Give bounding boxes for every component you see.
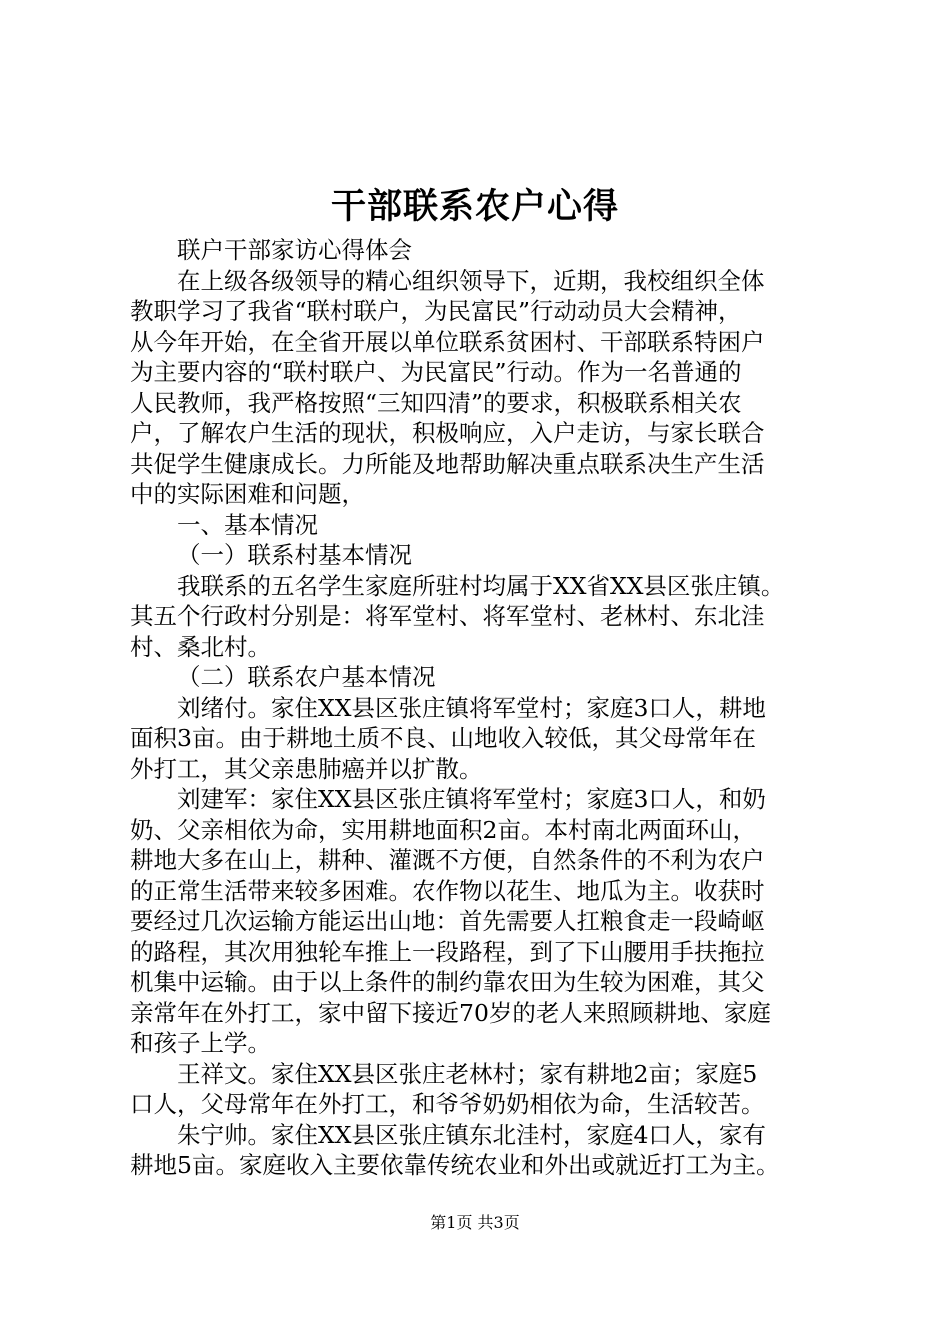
text-line: 亲常年在外打工，家中留下接近70岁的老人来照顾耕地、家庭 bbox=[130, 998, 771, 1027]
text-line: 共促学生健康成长。力所能及地帮助解决重点联系决生产生活 bbox=[130, 449, 765, 478]
text-line: 我联系的五名学生家庭所驻村均属于XX省XX县区张庄镇。 bbox=[177, 571, 785, 600]
text-line: 中的实际困难和问题， bbox=[130, 480, 365, 508]
text-line: 口人，父母常年在外打工，和爷爷奶奶相依为命，生活较苦。 bbox=[130, 1090, 765, 1118]
text-line: 为主要内容的“联村联户、为民富民”行动。作为一名普通的 bbox=[130, 358, 742, 386]
text-line: 刘建军：家住XX县区张庄镇将军堂村；家庭3口人，和奶 bbox=[177, 785, 766, 813]
document-title: 干部联系农户心得 bbox=[330, 186, 619, 227]
text-line: 耕地大多在山上，耕种、灌溉不方便，自然条件的不利为农户 bbox=[130, 846, 765, 874]
text-line: 面积3亩。由于耕地土质不良、山地收入较低，其父母常年在 bbox=[130, 724, 756, 752]
text-line: 其五个行政村分别是：将军堂村、将军堂村、老林村、东北洼 bbox=[130, 602, 765, 630]
text-line: 的正常生活带来较多困难。农作物以花生、地瓜为主。收获时 bbox=[130, 876, 765, 905]
text-line: 机集中运输。由于以上条件的制约靠农田为生较为困难，其父 bbox=[130, 968, 765, 996]
text-line: 教职学习了我省“联村联户，为民富民”行动动员大会精神， bbox=[130, 297, 742, 325]
text-line: 人民教师，我严格按照“三知四清”的要求，积极联系相关农 bbox=[130, 388, 742, 417]
page-footer: 第1页 共3页 bbox=[430, 1213, 520, 1232]
text-line: 刘绪付。家住XX县区张庄镇将军堂村；家庭3口人，耕地 bbox=[177, 693, 766, 722]
text-line: 一、基本情况 bbox=[177, 510, 318, 539]
text-line: 和孩子上学。 bbox=[130, 1029, 271, 1057]
text-line: 朱宁帅。家住XX县区张庄镇东北洼村，家庭4口人，家有 bbox=[177, 1120, 766, 1149]
text-line: 在上级各级领导的精心组织领导下，近期，我校组织全体 bbox=[177, 266, 765, 295]
text-line: （一）联系村基本情况 bbox=[177, 541, 412, 569]
text-line: 王祥文。家住XX县区张庄老林村；家有耕地2亩；家庭5 bbox=[177, 1059, 758, 1088]
document-body bbox=[130, 235, 835, 1181]
text-line: 村、桑北村。 bbox=[130, 632, 271, 661]
text-line: 户，了解农户生活的现状，积极响应，入户走访，与家长联合 bbox=[130, 419, 765, 447]
text-line: 奶、父亲相依为命，实用耕地面积2亩。本村南北两面环山， bbox=[130, 815, 756, 844]
text-line: 联户干部家访心得体会 bbox=[177, 236, 412, 264]
text-line: 耕地5亩。家庭收入主要依靠传统农业和外出或就近打工为主。 bbox=[130, 1151, 780, 1179]
text-line: （二）联系农户基本情况 bbox=[177, 663, 436, 691]
text-line: 要经过几次运输方能运出山地：首先需要人扛粮食走一段崎岖 bbox=[130, 907, 765, 935]
text-line: 从今年开始，在全省开展以单位联系贫困村、干部联系特困户 bbox=[130, 327, 765, 356]
text-line: 外打工，其父亲患肺癌并以扩散。 bbox=[130, 754, 483, 783]
text-line: 的路程，其次用独轮车推上一段路程，到了下山腰用手扶拖拉 bbox=[130, 937, 765, 966]
